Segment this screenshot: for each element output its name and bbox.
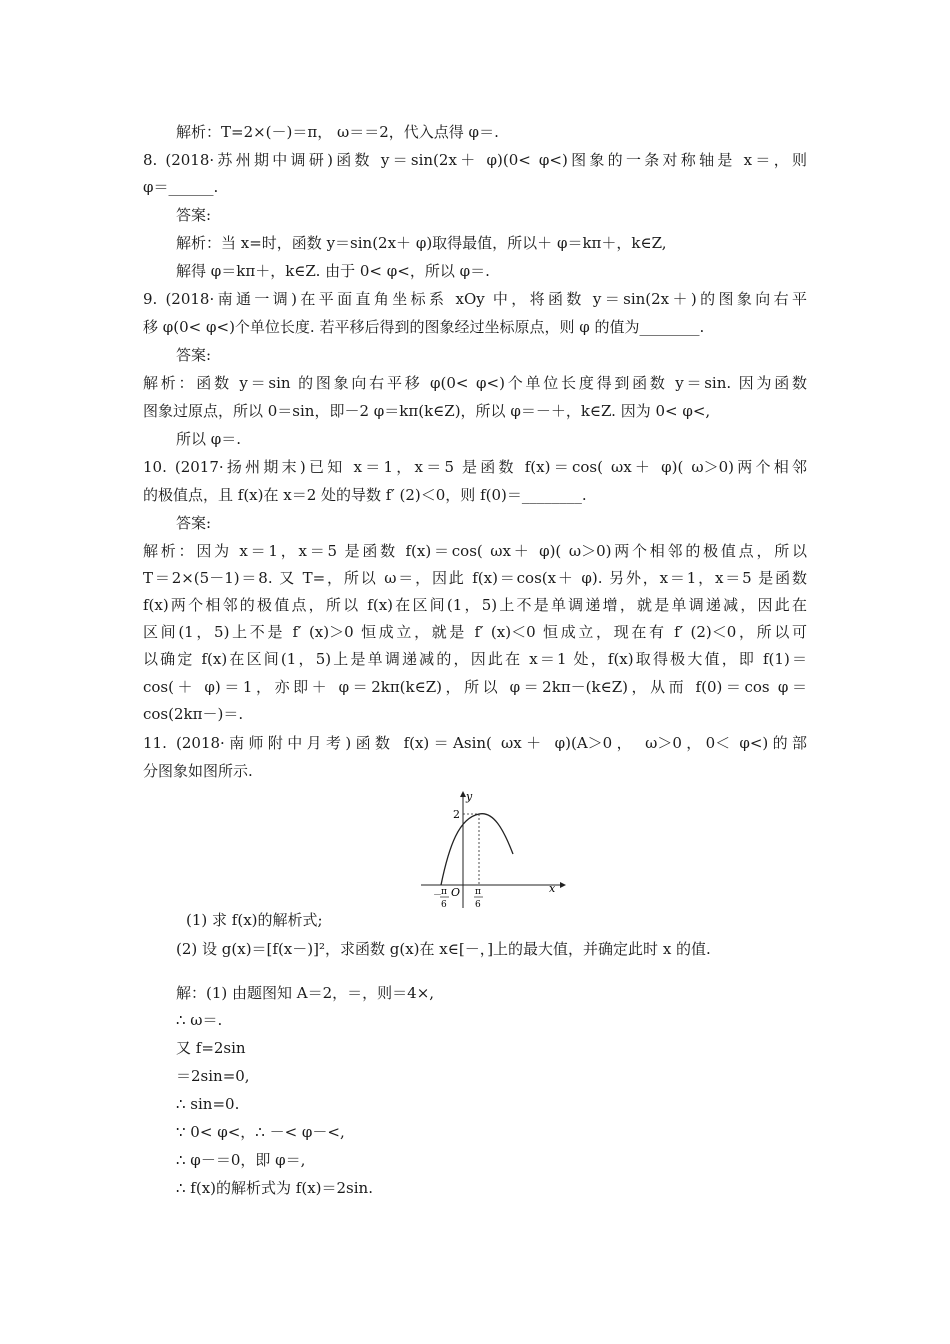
text-line: 解析：函数 y＝sin 的图象向右平移 φ(0< φ<)个单位长度得到函数 y＝sin. 因为函数 bbox=[143, 374, 807, 392]
problem-11-line: 11. (2018·南师附中月考)函数 f(x)＝Asin( ωx＋ φ)(A＞0， ω＞0，0＜ φ<)的部 bbox=[143, 734, 807, 752]
sine-graph-figure bbox=[415, 786, 575, 914]
solution-line: ∴ f(x)的解析式为 f(x)＝2sin. bbox=[176, 1179, 373, 1197]
text-line: 解析：当 x=时，函数 y＝sin(2x＋ φ)取得最值，所以＋ φ＝kπ＋，k∈Z, bbox=[176, 234, 667, 252]
text-line: cos(2kπ－)＝. bbox=[143, 705, 244, 723]
solution-line: 又 f=2sin bbox=[176, 1039, 246, 1057]
text-line: cos(＋ φ)＝1，亦即＋ φ＝2kπ(k∈Z)，所以 φ＝2kπ－(k∈Z)，从而 f(0)＝cos φ＝ bbox=[143, 678, 807, 696]
text-line: 分图象如图所示. bbox=[143, 762, 253, 780]
text-line: 以确定 f(x)在区间(1，5)上是单调递减的，因此在 x＝1 处，f(x)取得极大值，即 f(1)＝ bbox=[143, 650, 807, 668]
solution-line: ∴ ω＝. bbox=[176, 1011, 223, 1029]
solution-line: ∴ φ－＝0，即 φ＝, bbox=[176, 1151, 306, 1169]
x-tick-left-denominator: 6 bbox=[441, 900, 447, 910]
text-line: f(x)两个相邻的极值点，所以 f(x)在区间(1，5)上不是单调递增，就是单调递减，因此在 bbox=[143, 596, 807, 614]
subquestion-1: (1) 求 f(x)的解析式; bbox=[186, 911, 323, 929]
solution-line: 解：(1) 由题图知 A＝2，＝，则＝4×, bbox=[176, 984, 435, 1002]
x-tick-left-sign: － bbox=[433, 891, 443, 901]
y-tick-label: 2 bbox=[453, 808, 460, 821]
text-line: 图象过原点，所以 0＝sin，即－2 φ＝kπ(k∈Z)，所以 φ＝－＋，k∈Z. 因为 0< φ<, bbox=[143, 402, 711, 420]
text-line: 所以 φ＝. bbox=[176, 430, 242, 448]
subquestion-2: (2) 设 g(x)＝[f(x－)]²，求函数 g(x)在 x∈[－，]上的最大值，并确定此时 x 的值. bbox=[176, 940, 711, 958]
solution-line: ∴ sin=0. bbox=[176, 1095, 240, 1113]
curve-path bbox=[441, 814, 513, 885]
x-tick-right-numerator: π bbox=[475, 887, 481, 897]
problem-10-line: 10. (2017·扬州期末)已知 x＝1，x＝5 是函数 f(x)＝cos( ωx＋ φ)( ω＞0)两个相邻 bbox=[143, 458, 807, 476]
text-line: 解析：T=2×(－)＝π， ω＝＝2，代入点得 φ＝. bbox=[176, 123, 499, 141]
answer-label: 答案: bbox=[176, 206, 212, 224]
y-axis-label: y bbox=[466, 790, 473, 803]
problem-8-line: 8. (2018·苏州期中调研)函数 y＝sin(2x＋ φ)(0< φ<)图象的一条对称轴是 x＝，则 bbox=[143, 151, 807, 169]
answer-label: 答案: bbox=[176, 514, 212, 532]
origin-label: O bbox=[451, 886, 461, 899]
text-line: 移 φ(0< φ<)个单位长度. 若平移后得到的图象经过坐标原点，则 φ 的值为________. bbox=[143, 318, 705, 336]
solution-line: ∵ 0< φ<，∴ －< φ－<, bbox=[176, 1123, 345, 1141]
text-line: φ＝______. bbox=[143, 178, 219, 196]
text-line: 解得 φ＝kπ＋，k∈Z. 由于 0< φ<，所以 φ＝. bbox=[176, 262, 490, 280]
problem-9-line: 9. (2018·南通一调)在平面直角坐标系 xOy 中，将函数 y＝sin(2x＋)的图象向右平 bbox=[143, 290, 807, 308]
text-line: 的极值点，且 f(x)在 x＝2 处的导数 f′ (2)＜0，则 f(0)＝________. bbox=[143, 486, 587, 504]
text-line: T＝2×(5－1)＝8. 又 T=，所以 ω＝，因此 f(x)＝cos(x＋ φ). 另外，x＝1，x＝5 是函数 bbox=[143, 569, 807, 587]
text-line: 区间(1，5)上不是 f′ (x)＞0 恒成立，就是 f′ (x)＜0 恒成立，现在有 f′ (2)＜0，所以可 bbox=[143, 623, 807, 641]
text-line: 解析：因为 x＝1，x＝5 是函数 f(x)＝cos( ωx＋ φ)( ω＞0)两个相邻的极值点，所以 bbox=[143, 542, 807, 560]
x-tick-right-denominator: 6 bbox=[475, 900, 481, 910]
x-axis-label: x bbox=[549, 882, 556, 895]
x-tick-left-numerator: π bbox=[441, 887, 447, 897]
solution-line: ＝2sin=0, bbox=[176, 1067, 250, 1085]
answer-label: 答案: bbox=[176, 346, 212, 364]
